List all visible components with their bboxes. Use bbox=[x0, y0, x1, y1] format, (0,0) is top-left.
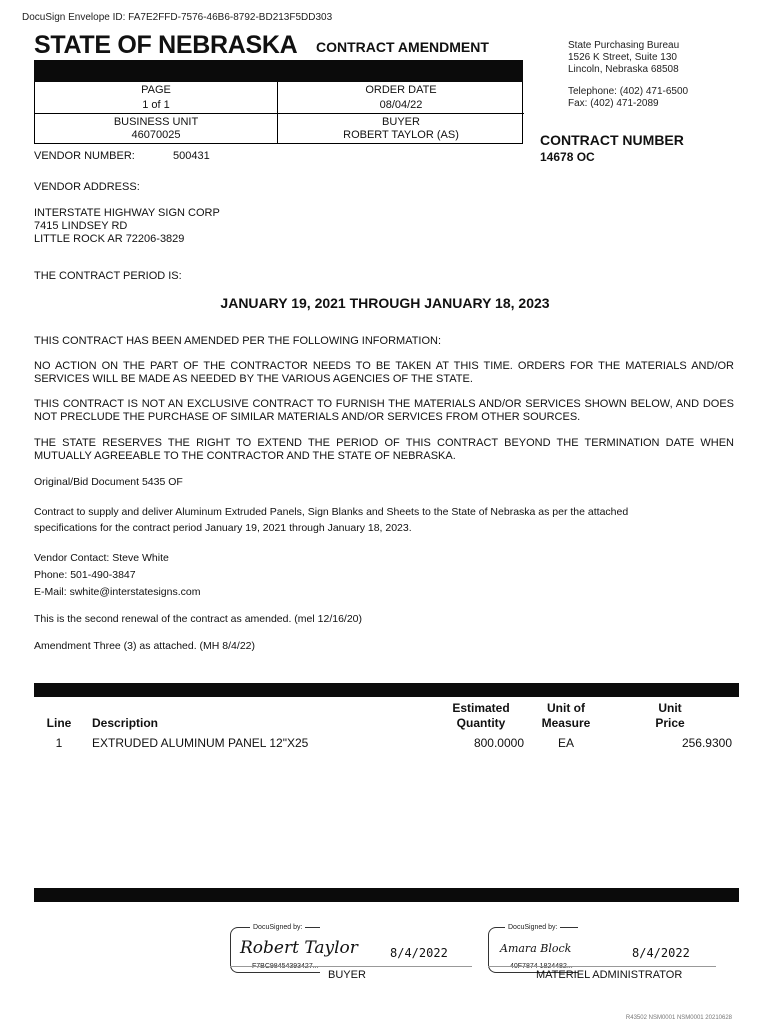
vendor-address-line3: LITTLE ROCK AR 72206-3829 bbox=[34, 233, 185, 245]
scope-line-1: Contract to supply and deliver Aluminum Extruded Panels, Sign Blanks and Sheets to the State of Nebraska as per the attached bbox=[34, 506, 629, 518]
row-uom: EA bbox=[557, 736, 574, 750]
terms-paragraph-1: NO ACTION ON THE PART OF THE CONTRACTOR NEEDS TO BE TAKEN AT THIS TIME. ORDERS FOR THE MATERIALS AND/OR SERVICES WILL BE MADE AS NEEDED BY THE VARIOUS AGENCIES OF THE STATE. bbox=[34, 360, 734, 385]
vendor-address-line1: INTERSTATE HIGHWAY SIGN CORP bbox=[34, 207, 220, 219]
page-value: 1 of 1 bbox=[142, 99, 170, 111]
buyer-signature-date: 8/4/2022 bbox=[390, 946, 448, 960]
contract-number-label: CONTRACT NUMBER bbox=[540, 132, 684, 148]
row-quantity: 800.0000 bbox=[473, 736, 524, 750]
admin-role: MATERIEL ADMINISTRATOR bbox=[536, 969, 683, 981]
bureau-city: Lincoln, Nebraska 68508 bbox=[568, 64, 679, 75]
admin-docusigned-by: DocuSigned by: bbox=[505, 924, 560, 931]
order-date-value: 08/04/22 bbox=[379, 99, 423, 111]
table-header-bar bbox=[34, 683, 739, 697]
form-code: R43502 NSM0001 NSM0001 20210628 bbox=[625, 1015, 732, 1021]
bureau-address bbox=[568, 40, 728, 76]
row-line: 1 bbox=[55, 736, 63, 750]
vendor-phone: Phone: 501-490-3847 bbox=[34, 569, 136, 581]
row-price: 256.9300 bbox=[681, 736, 732, 750]
business-unit-value: 46070025 bbox=[131, 129, 181, 141]
scope-line-2: specifications for the contract period January 19, 2021 through January 18, 2023. bbox=[34, 522, 412, 534]
col-header-uom-1: Unit of bbox=[547, 701, 585, 715]
amended-intro: THIS CONTRACT HAS BEEN AMENDED PER THE FOLLOWING INFORMATION: bbox=[34, 335, 442, 347]
buyer-label: BUYER bbox=[382, 116, 420, 128]
bureau-name: State Purchasing Bureau bbox=[568, 40, 680, 51]
col-header-quantity-2: Quantity bbox=[456, 716, 506, 730]
vendor-contact: Vendor Contact: Steve White bbox=[34, 552, 169, 564]
footer-bar bbox=[34, 888, 739, 902]
vendor-number-value: 500431 bbox=[173, 150, 210, 162]
vendor-address-line2: 7415 LINDSEY RD bbox=[34, 220, 128, 232]
buyer-signature: Robert Taylor bbox=[240, 938, 358, 958]
admin-signature-line bbox=[488, 966, 716, 967]
business-unit-label: BUSINESS UNIT bbox=[113, 116, 199, 128]
col-header-quantity-1: Estimated bbox=[452, 701, 510, 715]
original-bid-document: Original/Bid Document 5435 OF bbox=[34, 476, 183, 488]
amendment-note: Amendment Three (3) as attached. (MH 8/4/22) bbox=[34, 640, 255, 652]
col-header-line: Line bbox=[46, 716, 72, 730]
bureau-fax: Fax: (402) 471-2089 bbox=[568, 98, 659, 109]
docusign-envelope-id: DocuSign Envelope ID: FA7E2FFD-7576-46B6-8792-BD213F5DD303 bbox=[22, 12, 333, 23]
vendor-email: E-Mail: swhite@interstatesigns.com bbox=[34, 586, 201, 598]
row-description: EXTRUDED ALUMINUM PANEL 12"X25 bbox=[92, 736, 309, 750]
vendor-address-label: VENDOR ADDRESS: bbox=[34, 181, 140, 193]
buyer-role: BUYER bbox=[328, 969, 366, 981]
header-bar bbox=[34, 60, 523, 82]
order-date-label: ORDER DATE bbox=[365, 84, 437, 96]
buyer-value: ROBERT TAYLOR (AS) bbox=[343, 129, 459, 141]
page-label: PAGE bbox=[141, 84, 171, 96]
vendor-number-label: VENDOR NUMBER: bbox=[34, 150, 135, 162]
col-header-description: Description bbox=[92, 716, 159, 730]
header-info-grid bbox=[34, 82, 523, 144]
terms-paragraph-2: THIS CONTRACT IS NOT AN EXCLUSIVE CONTRACT TO FURNISH THE MATERIALS AND/OR SERVICES SHOWN BELOW, AND DOES NOT PRECLUDE THE PURCHASE OF SIMILAR MATERIALS AND/OR SERVICES FROM OTHER SOURCES. bbox=[34, 398, 734, 423]
document-title: STATE OF NEBRASKA bbox=[34, 31, 298, 59]
terms-paragraph-3: THE STATE RESERVES THE RIGHT TO EXTEND THE PERIOD OF THIS CONTRACT BEYOND THE TERMINATION DATE WHEN MUTUALLY AGREEABLE TO THE CONTRACTOR AND THE STATE OF NEBRASKA. bbox=[34, 437, 734, 462]
contract-period-value: JANUARY 19, 2021 THROUGH JANUARY 18, 2023 bbox=[220, 295, 550, 311]
grid-divider-horizontal bbox=[35, 113, 524, 114]
admin-signature: Amara Block bbox=[500, 942, 572, 955]
contract-period-label: THE CONTRACT PERIOD IS: bbox=[34, 270, 182, 282]
buyer-signature-line bbox=[230, 966, 472, 967]
bureau-street: 1526 K Street, Suite 130 bbox=[568, 52, 677, 63]
contract-number-value: 14678 OC bbox=[540, 150, 595, 164]
bureau-phones bbox=[568, 86, 728, 110]
renewal-note: This is the second renewal of the contract as amended. (mel 12/16/20) bbox=[34, 613, 363, 625]
document-subtitle: CONTRACT AMENDMENT bbox=[316, 39, 489, 55]
col-header-uom-2: Measure bbox=[541, 716, 591, 730]
col-header-price-2: Price bbox=[655, 716, 685, 730]
col-header-price-1: Unit bbox=[658, 701, 682, 715]
bureau-telephone: Telephone: (402) 471-6500 bbox=[568, 86, 689, 97]
admin-signature-date: 8/4/2022 bbox=[632, 946, 690, 960]
buyer-docusigned-by: DocuSigned by: bbox=[250, 924, 305, 931]
